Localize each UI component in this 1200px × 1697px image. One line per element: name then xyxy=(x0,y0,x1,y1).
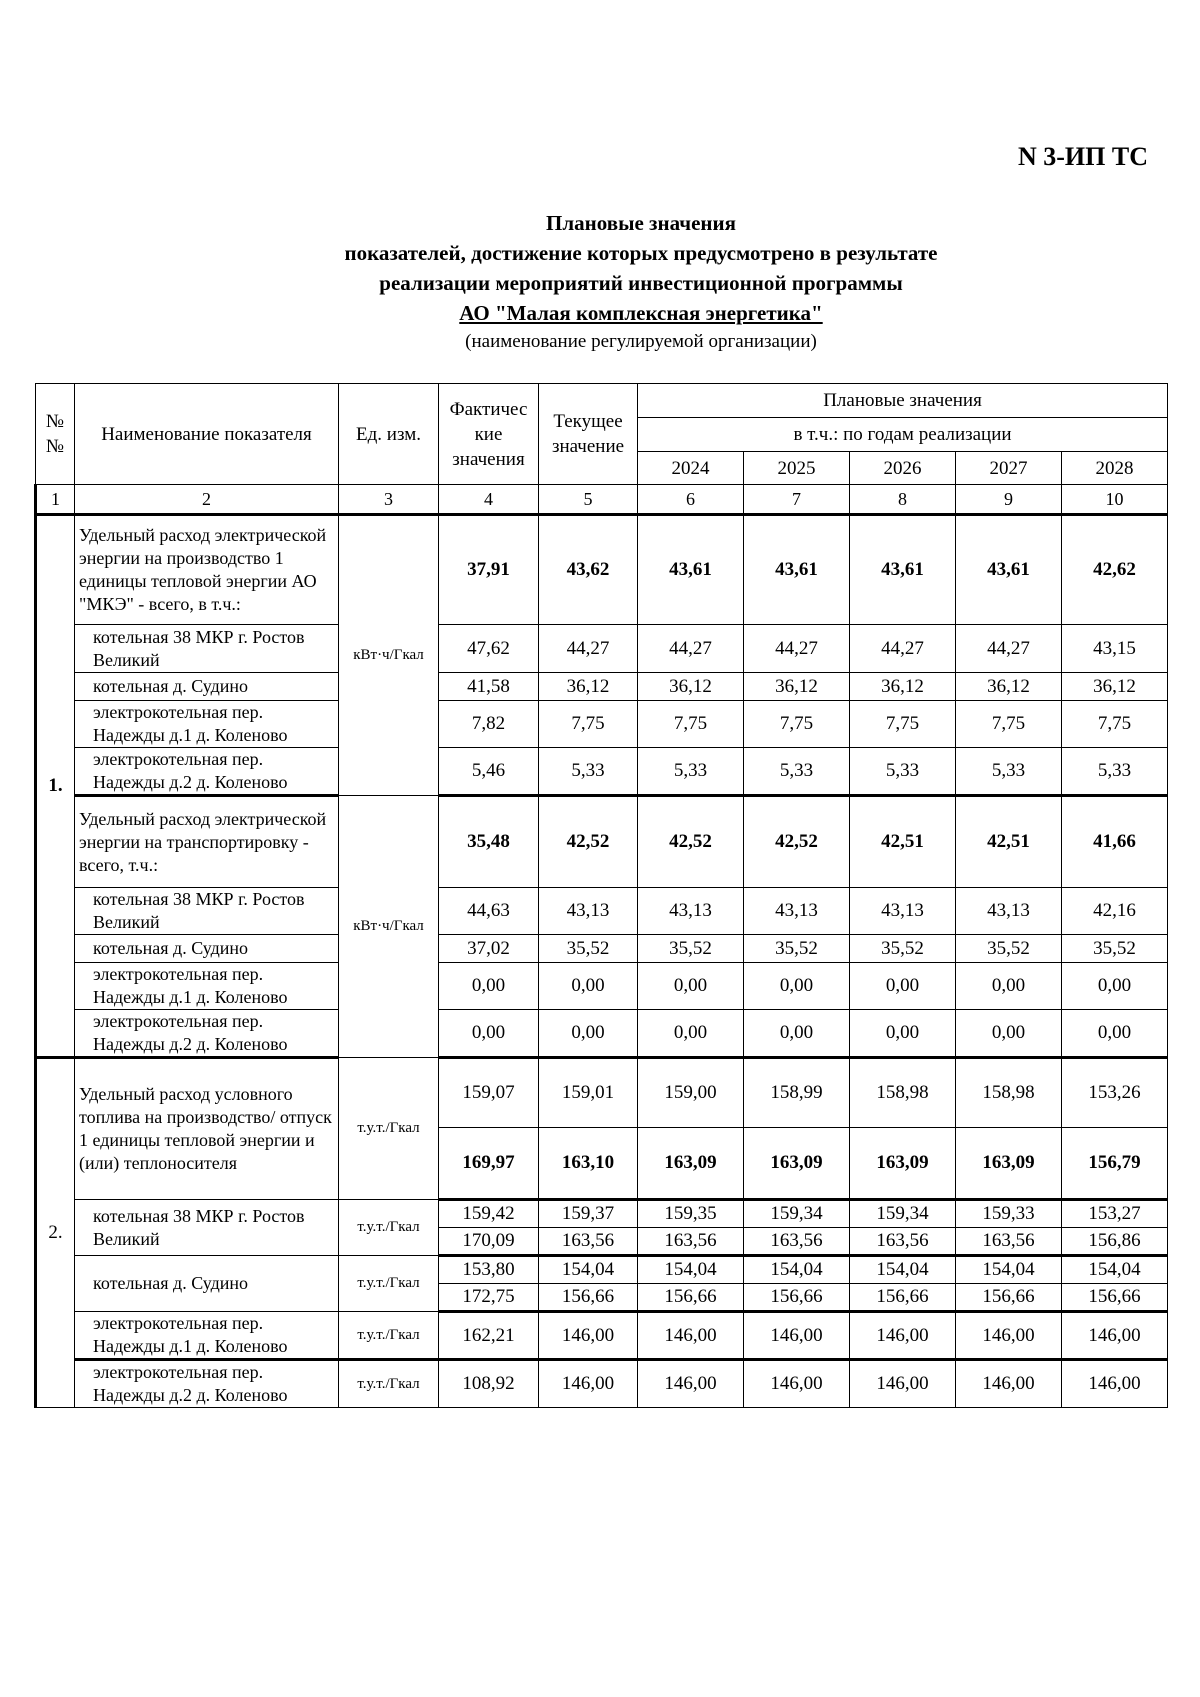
indicator-name: котельная д. Судино xyxy=(75,673,339,701)
value-cell: 0,00 xyxy=(439,1010,539,1058)
value-cell: 0,00 xyxy=(1062,1010,1168,1058)
value-cell: 146,00 xyxy=(1062,1360,1168,1408)
value-cell: 154,04 xyxy=(744,1256,850,1284)
value-cell: 162,21 xyxy=(439,1312,539,1360)
value-cell: 0,00 xyxy=(850,963,956,1010)
value-cell: 43,62 xyxy=(539,515,638,625)
indicator-name: котельная 38 МКР г. Ростов Великий xyxy=(75,625,339,673)
value-cell: 159,35 xyxy=(638,1200,744,1228)
value-cell: 5,33 xyxy=(850,748,956,796)
value-cell: 154,04 xyxy=(1062,1256,1168,1284)
value-cell: 108,92 xyxy=(439,1360,539,1408)
value-cell: 36,12 xyxy=(638,673,744,701)
title-line-3: реализации мероприятий инвестиционной программы xyxy=(379,271,903,295)
value-cell: 36,12 xyxy=(539,673,638,701)
table-row xyxy=(36,935,1168,963)
value-cell: 159,34 xyxy=(850,1200,956,1228)
value-cell: 44,27 xyxy=(539,625,638,673)
value-cell: 0,00 xyxy=(956,1010,1062,1058)
value-cell: 0,00 xyxy=(439,963,539,1010)
table-row xyxy=(36,1058,1168,1128)
value-cell: 153,27 xyxy=(1062,1200,1168,1228)
value-cell: 146,00 xyxy=(956,1360,1062,1408)
value-cell: 163,56 xyxy=(850,1228,956,1256)
value-cell: 154,04 xyxy=(539,1256,638,1284)
column-number: 5 xyxy=(539,485,638,515)
value-cell: 163,09 xyxy=(850,1128,956,1200)
value-cell: 146,00 xyxy=(638,1360,744,1408)
title-line-1: Плановые значения xyxy=(546,211,736,235)
value-cell: 159,00 xyxy=(638,1058,744,1128)
value-cell: 36,12 xyxy=(1062,673,1168,701)
value-cell: 42,51 xyxy=(956,796,1062,888)
table-row xyxy=(36,515,1168,625)
unit-cell: т.у.т./Гкал xyxy=(339,1360,439,1408)
value-cell: 146,00 xyxy=(539,1360,638,1408)
value-cell: 156,86 xyxy=(1062,1228,1168,1256)
value-cell: 7,75 xyxy=(1062,701,1168,748)
value-cell: 35,52 xyxy=(744,935,850,963)
header-year: 2027 xyxy=(956,452,1062,485)
value-cell: 5,46 xyxy=(439,748,539,796)
value-cell: 42,51 xyxy=(850,796,956,888)
value-cell: 44,27 xyxy=(956,625,1062,673)
value-cell: 153,26 xyxy=(1062,1058,1168,1128)
indicators-table xyxy=(34,383,1168,1408)
value-cell: 43,13 xyxy=(539,888,638,935)
value-cell: 0,00 xyxy=(539,1010,638,1058)
value-cell: 156,66 xyxy=(638,1284,744,1312)
value-cell: 0,00 xyxy=(744,1010,850,1058)
indicator-name: котельная д. Судино xyxy=(75,1256,339,1312)
value-cell: 36,12 xyxy=(850,673,956,701)
column-number: 7 xyxy=(744,485,850,515)
value-cell: 163,10 xyxy=(539,1128,638,1200)
value-cell: 5,33 xyxy=(956,748,1062,796)
value-cell: 35,48 xyxy=(439,796,539,888)
value-cell: 154,04 xyxy=(850,1256,956,1284)
value-cell: 41,58 xyxy=(439,673,539,701)
value-cell: 43,61 xyxy=(638,515,744,625)
value-cell: 37,91 xyxy=(439,515,539,625)
indicator-name: электрокотельная пер. Надежды д.2 д. Коленово xyxy=(75,748,339,796)
value-cell: 146,00 xyxy=(744,1360,850,1408)
value-cell: 5,33 xyxy=(744,748,850,796)
table-row xyxy=(36,796,1168,888)
value-cell: 44,27 xyxy=(638,625,744,673)
value-cell: 0,00 xyxy=(638,963,744,1010)
value-cell: 0,00 xyxy=(638,1010,744,1058)
value-cell: 43,13 xyxy=(638,888,744,935)
value-cell: 158,98 xyxy=(956,1058,1062,1128)
value-cell: 158,98 xyxy=(850,1058,956,1128)
value-cell: 163,56 xyxy=(744,1228,850,1256)
value-cell: 156,79 xyxy=(1062,1128,1168,1200)
value-cell: 42,52 xyxy=(744,796,850,888)
organization-note: (наименование регулируемой организации) xyxy=(465,331,817,352)
header-plan: Плановые значения xyxy=(638,384,1168,418)
value-cell: 5,33 xyxy=(638,748,744,796)
organization-name: АО "Малая комплексная энергетика" xyxy=(459,301,823,325)
value-cell: 0,00 xyxy=(744,963,850,1010)
column-number: 2 xyxy=(75,485,339,515)
value-cell: 43,61 xyxy=(850,515,956,625)
value-cell: 163,09 xyxy=(956,1128,1062,1200)
value-cell: 163,56 xyxy=(638,1228,744,1256)
title-line-2: показателей, достижение которых предусмотрено в результате xyxy=(344,241,938,265)
value-cell: 159,34 xyxy=(744,1200,850,1228)
column-number: 3 xyxy=(339,485,439,515)
value-cell: 146,00 xyxy=(638,1312,744,1360)
header-unit: Ед. изм. xyxy=(339,384,439,485)
header-fact: Фактичес кие значения xyxy=(439,384,539,485)
value-cell: 44,63 xyxy=(439,888,539,935)
table-row xyxy=(36,625,1168,673)
unit-cell: т.у.т./Гкал xyxy=(339,1312,439,1360)
value-cell: 36,12 xyxy=(744,673,850,701)
value-cell: 163,56 xyxy=(956,1228,1062,1256)
value-cell: 0,00 xyxy=(1062,963,1168,1010)
unit-cell: т.у.т./Гкал xyxy=(339,1256,439,1312)
value-cell: 7,82 xyxy=(439,701,539,748)
indicator-name: электрокотельная пер. Надежды д.2 д. Коленово xyxy=(75,1360,339,1408)
value-cell: 156,66 xyxy=(744,1284,850,1312)
header-year: 2025 xyxy=(744,452,850,485)
header-current: Текущее значение xyxy=(539,384,638,485)
value-cell: 7,75 xyxy=(539,701,638,748)
value-cell: 154,04 xyxy=(638,1256,744,1284)
indicator-name: Удельный расход электрической энергии на транспортировку - всего, т.ч.: xyxy=(75,796,339,888)
indicator-name: котельная д. Судино xyxy=(75,935,339,963)
table-row xyxy=(36,1312,1168,1360)
document-header xyxy=(0,208,1200,356)
value-cell: 146,00 xyxy=(850,1360,956,1408)
indicator-name: электрокотельная пер. Надежды д.1 д. Коленово xyxy=(75,1312,339,1360)
value-cell: 163,09 xyxy=(744,1128,850,1200)
table-row xyxy=(36,888,1168,935)
table-row xyxy=(36,1200,1168,1228)
header-year: 2028 xyxy=(1062,452,1168,485)
value-cell: 169,97 xyxy=(439,1128,539,1200)
value-cell: 35,52 xyxy=(539,935,638,963)
indicator-name: котельная 38 МКР г. Ростов Великий xyxy=(75,888,339,935)
table-row xyxy=(36,1256,1168,1284)
table-row xyxy=(36,673,1168,701)
value-cell: 158,99 xyxy=(744,1058,850,1128)
value-cell: 5,33 xyxy=(1062,748,1168,796)
value-cell: 146,00 xyxy=(956,1312,1062,1360)
section-number: 2. xyxy=(36,1058,75,1408)
value-cell: 146,00 xyxy=(744,1312,850,1360)
value-cell: 43,61 xyxy=(956,515,1062,625)
indicator-name: Удельный расход условного топлива на производство/ отпуск 1 единицы тепловой энергии и (или) теплоносителя xyxy=(75,1058,339,1200)
value-cell: 7,75 xyxy=(744,701,850,748)
value-cell: 156,66 xyxy=(539,1284,638,1312)
indicator-name: котельная 38 МКР г. Ростов Великий xyxy=(75,1200,339,1256)
value-cell: 42,16 xyxy=(1062,888,1168,935)
value-cell: 35,52 xyxy=(956,935,1062,963)
value-cell: 159,33 xyxy=(956,1200,1062,1228)
section-number: 1. xyxy=(36,515,75,1058)
value-cell: 156,66 xyxy=(850,1284,956,1312)
value-cell: 159,37 xyxy=(539,1200,638,1228)
table-row xyxy=(36,1360,1168,1408)
value-cell: 7,75 xyxy=(956,701,1062,748)
value-cell: 43,13 xyxy=(850,888,956,935)
value-cell: 36,12 xyxy=(956,673,1062,701)
value-cell: 43,13 xyxy=(744,888,850,935)
value-cell: 37,02 xyxy=(439,935,539,963)
unit-cell: кВт·ч/Гкал xyxy=(339,515,439,796)
value-cell: 7,75 xyxy=(850,701,956,748)
column-number: 6 xyxy=(638,485,744,515)
table-row xyxy=(36,1010,1168,1058)
indicator-name: электрокотельная пер. Надежды д.1 д. Коленово xyxy=(75,701,339,748)
value-cell: 43,15 xyxy=(1062,625,1168,673)
value-cell: 0,00 xyxy=(850,1010,956,1058)
value-cell: 159,01 xyxy=(539,1058,638,1128)
value-cell: 146,00 xyxy=(850,1312,956,1360)
value-cell: 7,75 xyxy=(638,701,744,748)
unit-cell: т.у.т./Гкал xyxy=(339,1200,439,1256)
value-cell: 156,66 xyxy=(1062,1284,1168,1312)
value-cell: 0,00 xyxy=(539,963,638,1010)
value-cell: 44,27 xyxy=(744,625,850,673)
value-cell: 153,80 xyxy=(439,1256,539,1284)
value-cell: 42,62 xyxy=(1062,515,1168,625)
header-year: 2026 xyxy=(850,452,956,485)
indicator-name: Удельный расход электрической энергии на производство 1 единицы тепловой энергии АО "МКЭ" - всего, в т.ч.: xyxy=(75,515,339,625)
value-cell: 42,52 xyxy=(539,796,638,888)
indicator-name: электрокотельная пер. Надежды д.1 д. Коленово xyxy=(75,963,339,1010)
unit-cell: кВт·ч/Гкал xyxy=(339,796,439,1058)
value-cell: 35,52 xyxy=(850,935,956,963)
header-name: Наименование показателя xyxy=(75,384,339,485)
value-cell: 35,52 xyxy=(1062,935,1168,963)
value-cell: 154,04 xyxy=(956,1256,1062,1284)
value-cell: 146,00 xyxy=(539,1312,638,1360)
value-cell: 47,62 xyxy=(439,625,539,673)
table-row xyxy=(36,748,1168,796)
form-code: N 3-ИП ТС xyxy=(1018,142,1148,171)
column-number: 4 xyxy=(439,485,539,515)
value-cell: 43,61 xyxy=(744,515,850,625)
column-number: 10 xyxy=(1062,485,1168,515)
header-num: № № xyxy=(36,384,75,485)
value-cell: 43,13 xyxy=(956,888,1062,935)
table-row xyxy=(36,701,1168,748)
column-number: 8 xyxy=(850,485,956,515)
value-cell: 41,66 xyxy=(1062,796,1168,888)
value-cell: 159,42 xyxy=(439,1200,539,1228)
value-cell: 170,09 xyxy=(439,1228,539,1256)
value-cell: 159,07 xyxy=(439,1058,539,1128)
indicator-name: электрокотельная пер. Надежды д.2 д. Коленово xyxy=(75,1010,339,1058)
value-cell: 0,00 xyxy=(956,963,1062,1010)
column-number: 1 xyxy=(36,485,75,515)
value-cell: 44,27 xyxy=(850,625,956,673)
value-cell: 42,52 xyxy=(638,796,744,888)
value-cell: 172,75 xyxy=(439,1284,539,1312)
value-cell: 146,00 xyxy=(1062,1312,1168,1360)
value-cell: 156,66 xyxy=(956,1284,1062,1312)
table-row xyxy=(36,963,1168,1010)
unit-cell: т.у.т./Гкал xyxy=(339,1058,439,1200)
value-cell: 5,33 xyxy=(539,748,638,796)
header-year: 2024 xyxy=(638,452,744,485)
value-cell: 163,56 xyxy=(539,1228,638,1256)
header-plan-sub: в т.ч.: по годам реализации xyxy=(638,418,1168,452)
value-cell: 35,52 xyxy=(638,935,744,963)
value-cell: 163,09 xyxy=(638,1128,744,1200)
column-number: 9 xyxy=(956,485,1062,515)
